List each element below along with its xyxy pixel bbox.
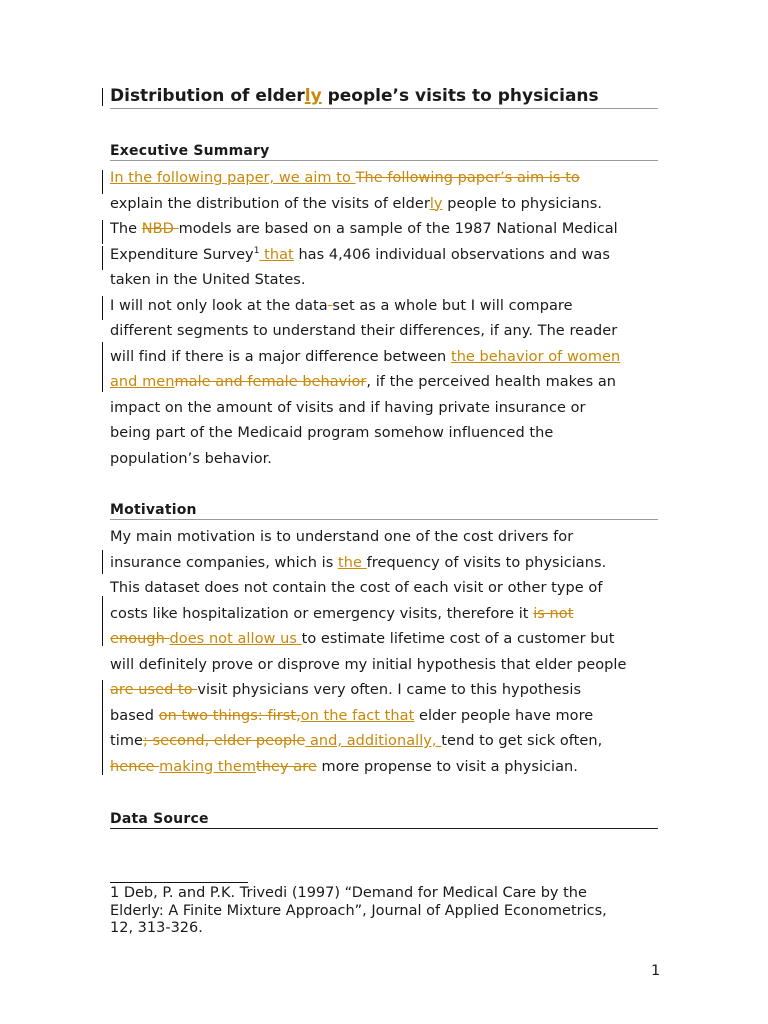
text-line: different segments to understand their differences, if any. The reader <box>110 323 618 339</box>
executive-summary-paragraph <box>110 166 670 472</box>
document-title: Distribution of elderly people’s visits to physicians <box>110 84 658 109</box>
text-line: are used to visit physicians very often. I came to this hypothesis <box>110 682 582 698</box>
footnote-line: 12, 313-326. <box>110 920 203 936</box>
text-line: enough does not allow us to estimate lifetime cost of a customer but <box>110 631 615 647</box>
footnote-separator <box>110 882 248 883</box>
change-bar <box>102 296 103 320</box>
change-bar <box>102 550 103 574</box>
heading-motivation: Motivation <box>110 501 658 520</box>
text-line: based on two things: first,on the fact that elder people have more <box>110 707 594 724</box>
text-line: will find if there is a major difference between the behavior of women <box>110 348 621 365</box>
text-line: explain the distribution of the visits of elderly people to physicians. <box>110 195 602 212</box>
text-line: The NBD models are based on a sample of the 1987 National Medical <box>110 221 618 237</box>
text-line: will definitely prove or disprove my initial hypothesis that elder people <box>110 656 627 673</box>
text-line: impact on the amount of visits and if having private insurance or <box>110 399 586 416</box>
heading-executive-summary: Executive Summary <box>110 142 658 161</box>
text-line: This dataset does not contain the cost of each visit or other type of <box>110 580 603 596</box>
text-line: I will not only look at the data set as a whole but I will compare <box>110 297 573 314</box>
change-bar <box>102 220 103 244</box>
text-line: hence making themthey are more propense to visit a physician. <box>110 758 578 775</box>
change-bar <box>102 246 103 270</box>
text-line: being part of the Medicaid program somehow influenced the <box>110 425 554 441</box>
page-number: 1 <box>651 963 661 979</box>
change-bar <box>102 88 103 106</box>
footnote <box>110 885 650 938</box>
text-line: time; second, elder people and, additionally, tend to get sick often, <box>110 733 603 749</box>
change-bar <box>102 342 103 392</box>
text-line: costs like hospitalization or emergency visits, therefore it is not <box>110 605 574 622</box>
text-line: My main motivation is to understand one of the cost drivers for <box>110 529 574 545</box>
text-line: In the following paper, we aim to The following paper’s aim is to <box>110 170 580 186</box>
motivation-paragraph <box>110 525 670 780</box>
text-line: taken in the United States. <box>110 272 306 288</box>
footnote-reference[interactable]: 1 <box>253 245 260 256</box>
heading-data-source: Data Source <box>110 810 658 829</box>
text-line: and menmale and female behavior, if the perceived health makes an <box>110 374 617 390</box>
text-line: Expenditure Survey$^1$ that has 4,406 individual observations and was <box>110 245 610 263</box>
text-line: population’s behavior. <box>110 450 272 467</box>
change-bar <box>102 680 103 775</box>
footnote-line: 1 Deb, P. and P.K. Trivedi (1997) “Demand for Medical Care by the <box>110 885 587 901</box>
text-line: insurance companies, which is the frequency of visits to physicians. <box>110 554 607 571</box>
footnote-line: Elderly: A Finite Mixture Approach”, Journal of Applied Econometrics, <box>110 902 607 919</box>
change-bar <box>102 596 103 646</box>
change-bar <box>102 170 103 194</box>
